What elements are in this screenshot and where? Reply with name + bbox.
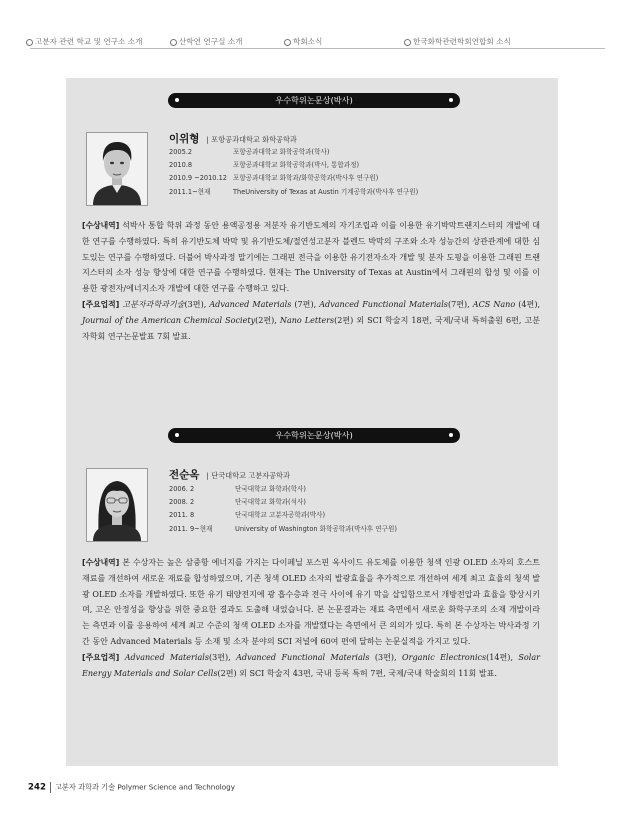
bullet-icon: [175, 98, 179, 102]
recipient-name: 이위형: [169, 133, 200, 145]
portrait-image: [87, 133, 147, 205]
publications-paragraph: [82, 650, 540, 682]
career-row: [169, 496, 397, 509]
recipient-name: 전순옥: [169, 469, 200, 481]
portrait-image: [87, 469, 147, 541]
nav-item-federation[interactable]: [404, 36, 511, 47]
journal-name: Advanced Functional Materials: [236, 652, 370, 662]
journal-name: Organic Electronics: [402, 652, 487, 662]
journal-title: 고분자 과학과 기술 Polymer Science and Technology: [54, 782, 235, 792]
publication-count: (2편) 외 SCI 학술지 18편, 국제/국내 특허출원 6편, 고분자학회 연구논문발표 7회 발표.: [82, 315, 540, 341]
publication-count: (3편),: [369, 652, 403, 662]
journal-name: Advanced Materials: [124, 652, 209, 662]
banner-label: 우수학위논문상(박사): [275, 95, 353, 105]
career-list: [169, 483, 397, 536]
career-year: 2011. 8: [169, 511, 195, 520]
publication-count: (2편) 외 SCI 학술지 43편, 국내 등록 특허 7편, 국제/국내 학술회의 11회 발표.: [217, 668, 497, 678]
bullet-icon: [404, 39, 411, 46]
award-text: 석박사 통합 학위 과정 동안 용액공정용 저분자 유기반도체의 자기조립과 이를 이용한 유기박막트랜지스터의 개발에 대한 연구를 수행하였다. 특히 유기반도체 박막 및 유기반도체/절연성고분자 블렌드 박막의 구조와 소자 성능간의 상관관계에 대한 심도있는 연구를 수행하였다. 더불어 박사과정 말기에는 그래핀 전극을 이용한 유기전자소자 개발 및 분자 도핑을 이용한 그래핀 트랜지스터의 소자 성능 향상에 대한 연구를 수행하였다. 현재는 The University of Texas at Austin에서 그래핀의 합성 및 이를 이용한 광전자/에너지소자 개발에 대한 연구를 수행하고 있다.: [82, 221, 540, 294]
career-year: 2006. 2: [169, 485, 195, 493]
publications-paragraph: [82, 297, 540, 344]
award-label: [수상내역]: [82, 558, 120, 567]
award-paragraph: [82, 555, 540, 650]
publication-count: (7편),: [291, 299, 320, 309]
recipient-photo: [86, 468, 148, 542]
career-row: [169, 186, 418, 199]
career-desc: TheUniversity of Texas at Austin 기계공학과(박사후 연구원): [233, 187, 419, 196]
recipient-heading: [169, 127, 297, 146]
career-row: [169, 509, 397, 522]
publications-label: [주요업적]: [82, 299, 120, 309]
publication-count: (3편),: [208, 652, 237, 662]
recipient-affiliation: | 포항공과대학교 화학공학과: [206, 135, 297, 144]
award-paragraph: [82, 218, 540, 297]
nav-divider: [30, 48, 605, 49]
publications-text: [82, 653, 540, 678]
career-year: 2010.9 ~2010.12: [169, 174, 227, 183]
nav-item-labs[interactable]: [170, 36, 243, 47]
nav-item-label: 한국화학관련학회연합회 소식: [413, 37, 511, 46]
publication-count: (14편),: [486, 652, 519, 662]
publication-count: (3편),: [184, 299, 210, 309]
career-row: [169, 159, 418, 172]
career-desc: 단국대학교 화학과(학사): [235, 485, 306, 493]
bullet-icon: [449, 98, 453, 102]
nav-item-label: 산학연 연구실 소개: [179, 37, 243, 46]
nav-item-institutes[interactable]: [26, 36, 142, 47]
bullet-icon: [284, 39, 291, 46]
journal-name: Nano Letters: [279, 315, 335, 325]
career-row: [169, 146, 418, 159]
bullet-icon: [170, 39, 177, 46]
career-year: 2005.2: [169, 148, 193, 156]
journal-name: Advanced Materials: [209, 299, 292, 309]
award-banner: [168, 428, 460, 443]
recipient-heading: [169, 463, 290, 482]
publications-label: [주요업적]: [82, 652, 120, 662]
career-row: [169, 523, 397, 536]
award-description: [82, 218, 540, 344]
career-desc: 포항공과대학교 화학공학과(학사): [233, 148, 330, 156]
bullet-icon: [449, 433, 453, 437]
award-label: [수상내역]: [82, 221, 120, 230]
career-row: [169, 172, 418, 185]
publication-count: (2편),: [255, 315, 280, 325]
career-desc: 포항공과대학교 화학과/화학공학과(박사후 연구원): [233, 174, 379, 183]
career-list: [169, 146, 418, 199]
publications-text: [82, 300, 540, 341]
footer-divider: [50, 782, 51, 793]
career-desc: 단국대학교 고분자공학과(박사): [235, 511, 326, 520]
journal-name: Solar Energy Materials and Solar Cells: [82, 652, 540, 678]
award-description: [82, 555, 540, 681]
award-text: 본 수상자는 높은 삼중항 에너지를 가지는 다이페닐 포스핀 옥사이드 유도체를 이용한 청색 인광 OLED 소자의 호스트 재료를 개선하여 새로운 재료를 합성하였으며, 기존 청색 OLED 소자의 발광효율을 추가적으로 개선하여 세계 최고 효율의 청색 발광 OLED 소자를 개발하였다. 또한 유기 태양전지에 광 흡수층과 전극 사이에 유기 막을 삽입함으로서 개방전압과 효율을 향상시키며, 고온 안정성을 향상을 위한 중요한 결과도 도출해 내었습니다. 본 논문결과는 재료 측면에서 새로운 화학구조의 소재 개발이라는 측면과 이를 응용하여 세계 최고 수준의 청색 OLED 소자를 개발했다는 측면에서 큰 의의가 있다. 특히 본 수상자는 박사과정 기간 동안 Advanced Materials 등 소재 및 소자 분야의 SCI 저널에 60여 편에 달하는 논문실적을 가지고 있다.: [82, 558, 540, 646]
nav-item-label: 고분자 관련 학교 및 연구소 소개: [35, 37, 143, 46]
career-desc: 포항공과대학교 화학공학과(박사, 통합과정): [233, 161, 360, 170]
career-row: [169, 483, 397, 496]
banner-label: 우수학위논문상(박사): [275, 430, 353, 440]
journal-name: Journal of the American Chemical Society: [82, 315, 256, 325]
affiliation-text: 단국대학교 고분자공학과: [211, 471, 290, 480]
career-desc: University of Washington 화학공학과(박사후 연구원): [235, 524, 397, 533]
journal-name: Advanced Functional Materials: [319, 299, 448, 309]
award-panel: [66, 78, 558, 766]
top-navigation: [22, 36, 611, 50]
bullet-icon: [175, 433, 179, 437]
career-year: 2010.8: [169, 161, 193, 170]
career-desc: 단국대학교 화학과(석사): [235, 498, 306, 507]
publication-count: (4편),: [515, 299, 541, 309]
publication-count: (7편),: [447, 299, 473, 309]
career-year: 2011. 9~현재: [169, 524, 213, 533]
career-year: 2011.1~현재: [169, 187, 211, 196]
nav-item-label: 학회소식: [293, 37, 323, 46]
bullet-icon: [26, 39, 33, 46]
nav-item-news[interactable]: [284, 36, 322, 47]
recipient-affiliation: | 단국대학교 고분자공학과: [206, 471, 290, 480]
page-footer: [28, 782, 235, 793]
page-number: 242: [28, 782, 46, 793]
award-banner: [168, 93, 460, 108]
career-year: 2008. 2: [169, 498, 195, 507]
journal-name: 고분자과학과기술: [122, 299, 185, 309]
recipient-photo: [86, 132, 148, 206]
affiliation-text: 포항공과대학교 화학공학과: [211, 135, 297, 144]
journal-name: ACS Nano: [472, 299, 516, 309]
